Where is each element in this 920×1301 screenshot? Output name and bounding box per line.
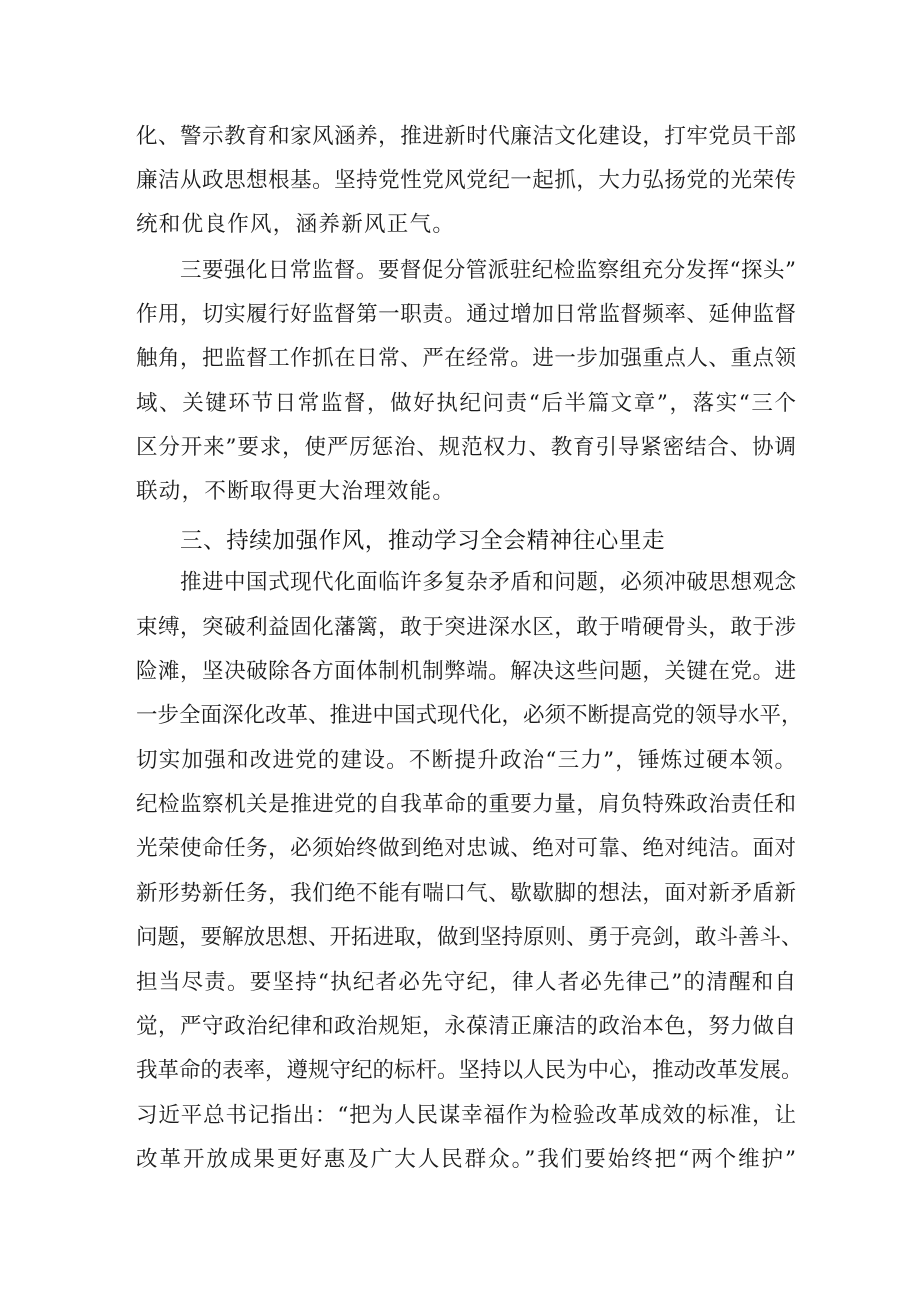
paragraph-3-line-10: 担当尽责。要坚持“执纪者必先守纪，律人者必先律己”的清醒和自 [136,970,796,995]
paragraph-3-line-7: 光荣使命任务，必须始终做到绝对忠诚、绝对可靠、绝对纯洁。面对 [136,836,796,861]
paragraph-3-line-3: 险滩，坚决破除各方面体制机制弊端。解决这些问题，关键在党。进 [136,659,796,684]
paragraph-2-line-4: 域、关键环节日常监督，做好执纪问责“后半篇文章”，落实“三个 [136,391,796,416]
paragraph-2-line-2: 作用，切实履行好监督第一职责。通过增加日常监督频率、延伸监督 [136,302,796,327]
paragraph-2-line-1: 三要强化日常监督。要督促分管派驻纪检监察组充分发挥“探头” [180,258,796,283]
section-heading: 三、持续加强作风，推动学习全会精神往心里走 [180,528,666,554]
paragraph-3-line-2: 束缚，突破利益固化藩篱，敢于突进深水区，敢于啃硬骨头，敢于涉 [136,615,796,640]
paragraph-3-line-4: 一步全面深化改革、推进中国式现代化，必须不断提高党的领导水平， [136,703,803,728]
paragraph-1-line-1: 化、警示教育和家风涵养，推进新时代廉洁文化建设，打牢党员干部 [136,124,796,149]
paragraph-1-line-2: 廉洁从政思想根基。坚持党性党风党纪一起抓，大力弘扬党的光荣传 [136,168,796,193]
paragraph-3-line-11: 觉，严守政治纪律和政治规矩，永葆清正廉洁的政治本色，努力做自 [136,1014,796,1039]
paragraph-3-line-9: 问题，要解放思想、开拓进取，做到坚持原则、勇于亮剑，敢斗善斗、 [136,925,803,950]
paragraph-3-line-8: 新形势新任务，我们绝不能有喘口气、歇歇脚的想法，面对新矛盾新 [136,881,796,906]
paragraph-2-line-5: 区分开来”要求，使严厉惩治、规范权力、教育引导紧密结合、协调 [136,435,796,460]
paragraph-3-line-5: 切实加强和改进党的建设。不断提升政治“三力”，锤炼过硬本领。 [136,748,796,773]
paragraph-3-line-12: 我革命的表率，遵规守纪的标杆。坚持以人民为中心，推动改革发展。 [136,1058,803,1083]
paragraph-2-line-3: 触角，把监督工作抓在日常、严在经常。进一步加强重点人、重点领 [136,346,796,371]
paragraph-3-line-6: 纪检监察机关是推进党的自我革命的重要力量，肩负特殊政治责任和 [136,792,796,817]
paragraph-1-line-3: 统和优良作风，涵养新风正气。 [136,212,456,237]
paragraph-3-line-1: 推进中国式现代化面临许多复杂矛盾和问题，必须冲破思想观念 [180,570,796,595]
paragraph-2-line-6: 联动，不断取得更大治理效能。 [136,479,456,504]
paragraph-3-line-13: 习近平总书记指出：“把为人民谋幸福作为检验改革成效的标准，让 [136,1103,796,1128]
paragraph-3-line-14: 改革开放成果更好惠及广大人民群众。”我们要始终把“两个维护” [136,1147,796,1172]
